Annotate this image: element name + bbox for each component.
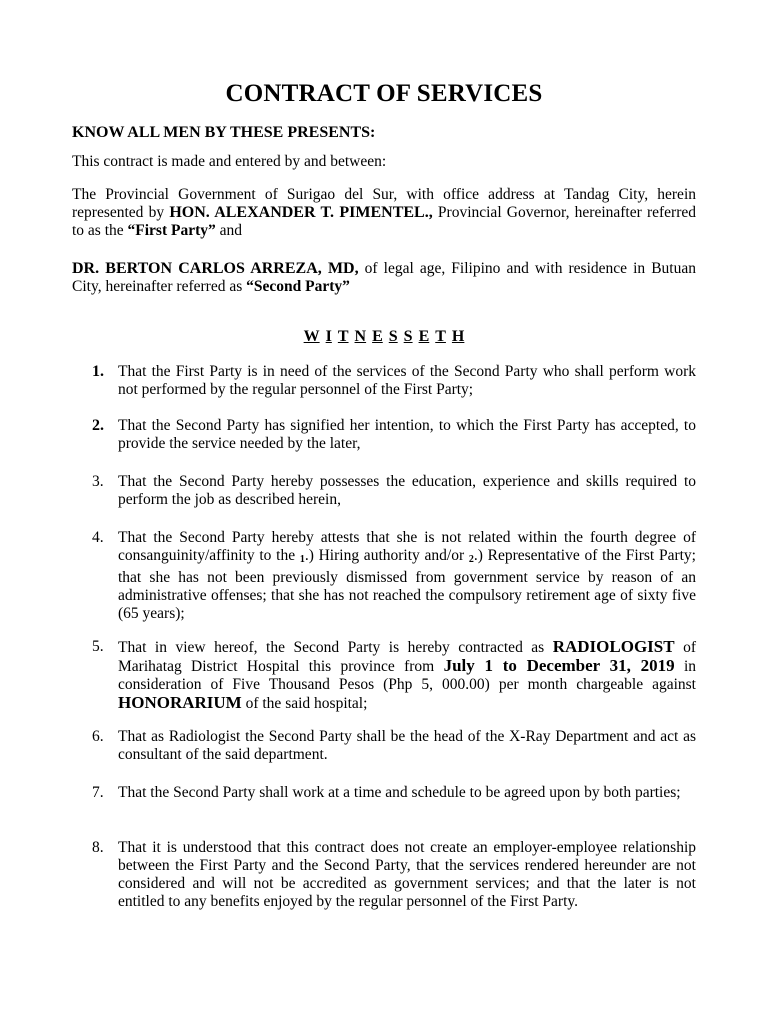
second-party-paragraph [72,260,696,296]
item-number: 4. [92,529,104,546]
item-number: 7. [92,784,104,801]
position-title: RADIOLOGIST [552,637,675,656]
first-party-label: “First Party” [127,222,216,239]
text-run: of legal age, Filipino and with residence in Butuan City, hereinafter referred as [72,260,696,295]
item-text: That as Radiologist the Second Party shall be the head of the X-Ray Department and act as consultant of the said department. [118,728,696,763]
subscript-number: 1 [299,554,305,565]
item-number: 1. [92,363,104,380]
text-run: .) Representative of the First Party; that she has not been previously dismissed from government service by reason of an administrative offenses; that she has not reached the compulsory retirement age of sixty five (65 years); [118,547,696,622]
text-run: The Provincial Government of Surigao del Sur, with office address at Tandag City, herein represented by [72,186,696,221]
text-run: Provincial Governor, hereinafter referred to as the [72,204,696,239]
list-item [92,728,696,764]
item-text [118,529,696,623]
item-text: That it is understood that this contract does not create an employer-employee relationship between the First Party and the Second Party, that the services rendered hereunder are not considered and will not be accredited as government services; and that the later is not entitled to any benefits enjoyed by the regular personnel of the First Party. [118,839,696,910]
witnesseth-letter: H [451,328,465,345]
document-title: CONTRACT OF SERVICES [225,80,543,107]
text-run: That in view hereof, the Second Party is hereby contracted as [118,639,553,656]
list-item [92,417,696,453]
witnesseth-heading [0,328,768,346]
text-run: That the Second Party hereby attests that she is not related within the fourth degree of consanguinity/affinity to the [118,529,696,564]
know-all-heading: KNOW ALL MEN BY THESE PRESENTS: [72,124,376,141]
list-item [92,839,696,911]
text-run: .) Hiring authority and/or [304,547,469,564]
governor-name: HON. ALEXANDER T. PIMENTEL., [169,204,433,221]
item-text: That the First Party is in need of the services of the Second Party who shall perform work not performed by the regular personnel of the First Party; [118,363,696,398]
item-text [118,638,696,713]
doctor-name: DR. BERTON CARLOS ARREZA, MD, [72,260,359,277]
contract-period: July 1 to December 31, 2019 [443,656,675,675]
witnesseth-letter: N [354,328,367,345]
text-run: in consideration of Five Thousand Pesos (Php 5, 000.00) per month chargeable against [118,658,696,693]
list-item [92,784,696,802]
item-number: 6. [92,728,104,745]
witnesseth-letter: I [325,328,332,345]
list-item [92,638,696,713]
item-text: That the Second Party shall work at a time and schedule to be agreed upon by both parties; [118,784,681,801]
witnesseth-letter: S [403,328,413,345]
witnesseth-letter: E [372,328,383,345]
witnesseth-letter: S [388,328,398,345]
list-item [92,363,696,399]
text-run: of the said hospital; [241,695,368,712]
list-item [92,473,696,509]
fund-source: HONORARIUM [118,693,242,712]
first-party-paragraph [72,186,696,240]
intro-line: This contract is made and entered by and between: [72,153,387,170]
item-text: That the Second Party hereby possesses the education, experience and skills required to perform the job as described herein, [118,473,696,508]
item-number: 5. [92,638,104,655]
subscript-number: 2 [468,554,474,565]
item-text: That the Second Party has signified her intention, to which the First Party has accepted, to provide the service needed by the later, [118,417,696,452]
list-item [92,529,696,623]
text-run: and [215,222,243,239]
witnesseth-letter: E [418,328,430,345]
item-number: 8. [92,839,104,856]
witnesseth-letter: T [435,328,446,345]
second-party-label: “Second Party” [246,278,350,295]
witnesseth-letter: T [337,328,349,345]
item-number: 2. [92,417,104,434]
text-run: of Marihatag District Hospital this province from [118,639,696,675]
item-number: 3. [92,473,104,490]
witnesseth-letter: W [303,328,320,345]
